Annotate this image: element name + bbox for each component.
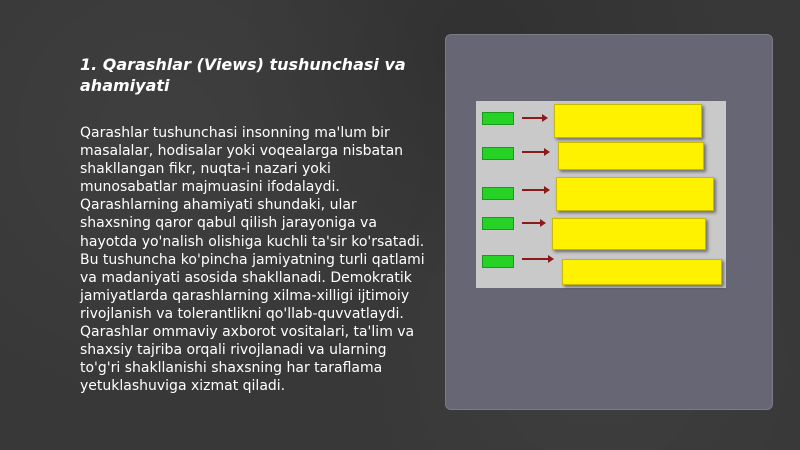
arrow-head-icon — [544, 148, 550, 156]
flow-diagram-image — [476, 101, 726, 288]
arrow-head-icon — [548, 255, 554, 263]
slide-body-text: Qarashlar tushunchasi insonning ma'lum bir masalalar, hodisalar yoki voqealarga nisbatan shakllangan fikr, nuqta-i nazari yoki munosabatlar majmuasini ifodalaydi. Qarashlarning ahamiyati shundaki, ular shaxsning qaror qabul qilish jarayoniga va hayotda yo'nalish olishiga kuchli ta'sir ko'rsatadi. Bu tushuncha ko'pincha jamiyatning turli qatlami va madaniyati asosida shakllanadi. Demokratik jamiyatlarda qarashlarning xilma-xilligi ijtimoiy rivojlanish va tolerantlikni qo'llab-quvvatlaydi. Qarashlar ommaviy axborot vositalari, ta'lim va shaxsiy tajriba orqali rivojlanadi va ularning to'g'ri shakllanishi shaxsning har taraflama yetuklashuviga xizmat qiladi. — [80, 125, 425, 395]
diagram-text-box — [558, 142, 704, 170]
diagram-text-box — [554, 104, 702, 138]
diagram-label — [482, 112, 514, 125]
diagram-text-box — [562, 259, 722, 285]
arrow-connector — [522, 189, 544, 191]
arrow-connector — [522, 151, 544, 153]
diagram-text-box — [552, 218, 706, 250]
arrow-connector — [522, 258, 548, 260]
arrow-connector — [522, 222, 540, 224]
diagram-label — [482, 255, 514, 268]
arrow-head-icon — [542, 114, 548, 122]
arrow-connector — [522, 117, 542, 119]
slide-title: 1. Qarashlar (Views) tushunchasi va ahamiyati — [80, 55, 406, 95]
diagram-label — [482, 217, 514, 230]
image-panel — [445, 34, 773, 410]
diagram-label — [482, 147, 514, 160]
diagram-text-box — [556, 177, 714, 211]
arrow-head-icon — [544, 186, 550, 194]
arrow-head-icon — [540, 219, 546, 227]
diagram-label — [482, 187, 514, 200]
